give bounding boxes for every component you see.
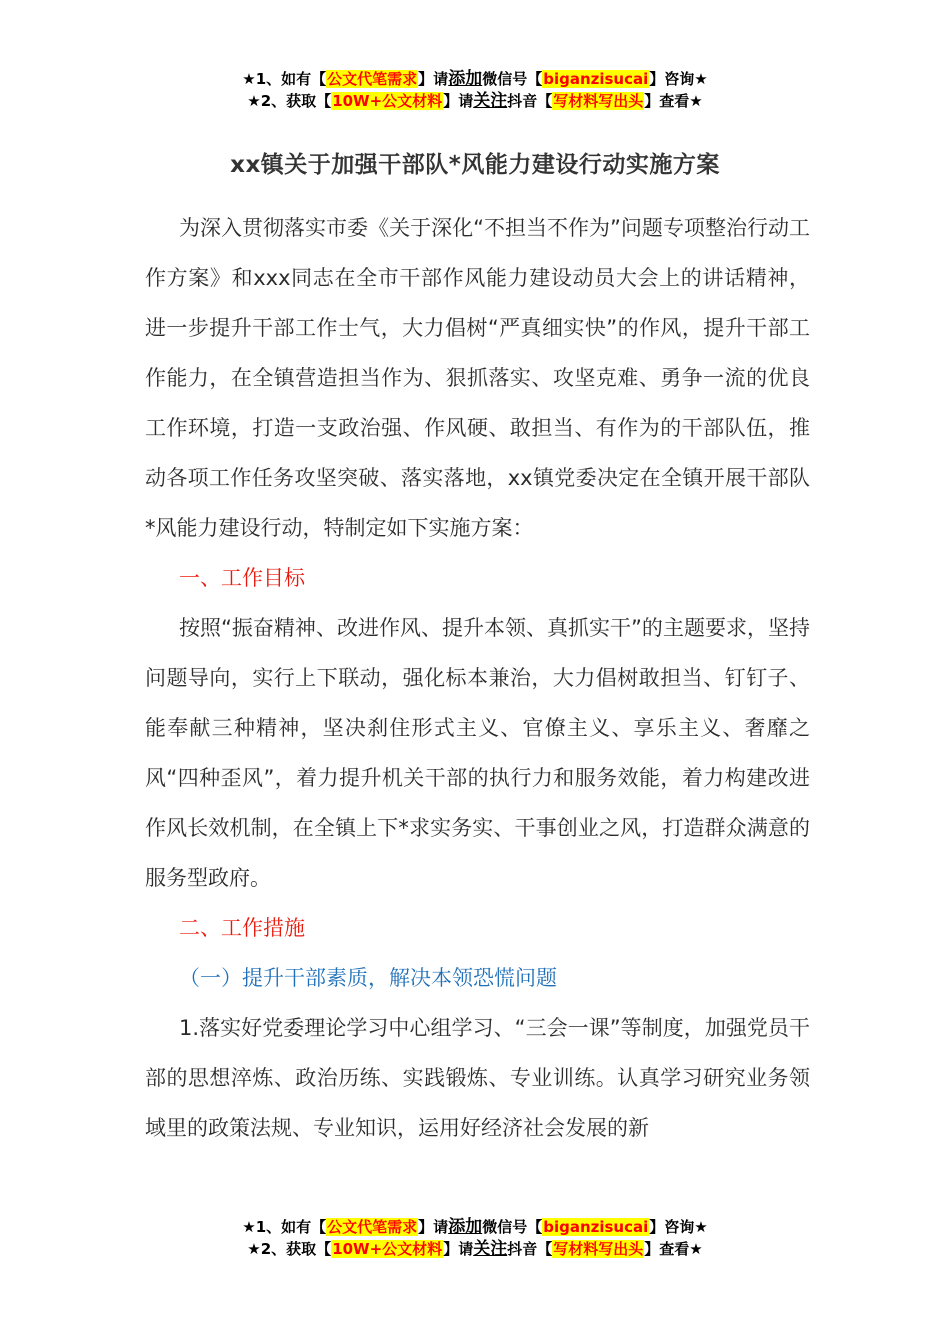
banner-line-2: ★2、获取【10W+公文材料】请关注抖音【写材料写出头】查看★ <box>247 1239 703 1259</box>
section-heading-measures: 二、工作措施 <box>179 916 305 940</box>
emphasis-add: 添加 <box>448 1217 483 1237</box>
emphasis-add: 添加 <box>448 69 483 89</box>
highlight-materials: 10W+公文材料 <box>332 1240 443 1258</box>
footer-banner <box>0 1216 950 1260</box>
highlight-service: 公文代笔需求 <box>327 70 418 88</box>
banner-line-2: ★2、获取【10W+公文材料】请关注抖音【写材料写出头】查看★ <box>247 91 703 111</box>
highlight-douyin: 写材料写出头 <box>553 1240 644 1258</box>
document-body <box>145 203 810 1153</box>
highlight-materials: 10W+公文材料 <box>332 92 443 110</box>
subsection-heading-quality: （一）提升干部素质，解决本领恐慌问题 <box>179 966 557 990</box>
emphasis-follow: 关注 <box>473 1239 508 1259</box>
intro-paragraph: 为深入贯彻落实市委《关于深化“不担当不作为”问题专项整治行动工作方案》和xxx同志在全市干部作风能力建设动员大会上的讲话精神，进一步提升干部工作士气，大力倡树“严真细实快”的作风，提升干部工作能力，在全镇营造担当作为、狠抓落实、攻坚克难、勇争一流的优良工作环境，打造一支政治强、作风硬、敢担当、有作为的干部队伍，推动各项工作任务攻坚突破、落实落地，xx镇党委决定在全镇开展干部队*风能力建设行动，特制定如下实施方案： <box>145 216 810 540</box>
highlight-wechat-id: biganzisucai <box>543 70 649 88</box>
section-heading-goals: 一、工作目标 <box>179 566 305 590</box>
measure-item-1: 1.落实好党委理论学习中心组学习、“三会一课”等制度，加强党员干部的思想淬炼、政治历练、实践锻炼、专业训练。认真学习研究业务领域里的政策法规、专业知识，运用好经济社会发展的新 <box>145 1016 810 1140</box>
banner-line-1: ★1、如有【公文代笔需求】请添加微信号【biganzisucai】咨询★ <box>242 69 708 89</box>
emphasis-follow: 关注 <box>473 91 508 111</box>
highlight-douyin: 写材料写出头 <box>553 92 644 110</box>
highlight-wechat-id: biganzisucai <box>543 1218 649 1236</box>
goals-paragraph: 按照“振奋精神、改进作风、提升本领、真抓实干”的主题要求，坚持问题导向，实行上下联动，强化标本兼治，大力倡树敢担当、钉钉子、能奉献三种精神，坚决刹住形式主义、官僚主义、享乐主义、奢靡之风“四种歪风”，着力提升机关干部的执行力和服务效能，着力构建改进作风长效机制，在全镇上下*求实务实、干事创业之风，打造群众满意的服务型政府。 <box>145 616 810 890</box>
banner-line-1: ★1、如有【公文代笔需求】请添加微信号【biganzisucai】咨询★ <box>242 1217 708 1237</box>
header-banner <box>0 68 950 112</box>
document-title: xx镇关于加强干部队*风能力建设行动实施方案 <box>230 152 720 178</box>
highlight-service: 公文代笔需求 <box>327 1218 418 1236</box>
